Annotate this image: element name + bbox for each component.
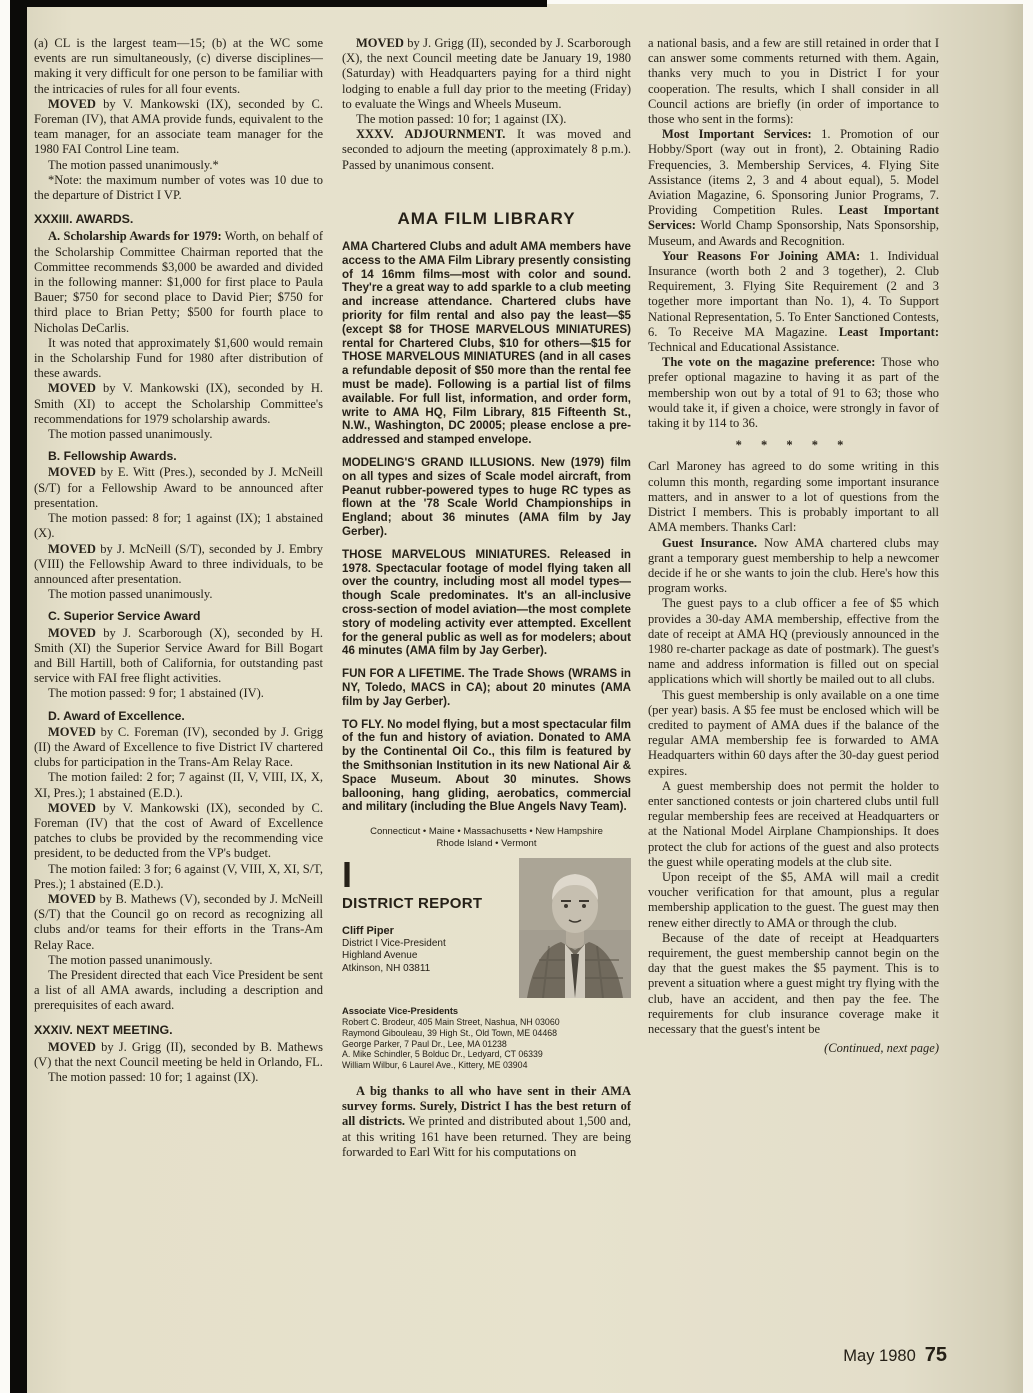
district-states-line2: Rhode Island • Vermont [436, 838, 537, 850]
paragraph: (a) CL is the largest team—15; (b) at the WC some events are run simultaneously, (c) diverse disciplines—making it very difficult for one person to be familiar with the intricacies of rules for all four events. [34, 36, 323, 96]
paragraph-text: by J. McNeill (S/T), seconded by J. Embry (VIII) the Fellowship Award to three individuals, to be announced after presentation. [34, 541, 323, 586]
motion-lead: MOVED [48, 381, 96, 396]
bold-run: Your Reasons For Joining AMA: [662, 248, 861, 263]
paragraph: Carl Maroney has agreed to do some writing in this column this month, regarding some important insurance matters, and in answer to a lot of questions from the District I members. This is probably important to all AMA members. Thanks Carl: [648, 459, 939, 535]
motion-paragraph [34, 725, 323, 771]
district-header-row [342, 854, 631, 998]
bold-run: The vote on the magazine preference: [662, 355, 876, 370]
paragraph-text: by J. Grigg (II), seconded by J. Scarborough (X), the next Council meeting date be January 19, 1980 (Saturday) with Headquarters paying for a third night lodging to enable a full day prior to the meeting (Friday) to evaluate the Wings and Wheels Museum. [342, 36, 631, 111]
magazine-vote-paragraph [648, 355, 939, 431]
thanks-paragraph [342, 1084, 631, 1160]
motion-lead: MOVED [48, 96, 96, 111]
motion-lead: MOVED [48, 541, 96, 556]
film-listing: MODELING'S GRAND ILLUSIONS. New (1979) film on all types and sizes of Scale model aircraft, from Peanut rubber-powered types to huge RC types as flown at the '78 Scale World Championships in England; about 36 minutes (AMA film by Jay Gerber). [342, 455, 631, 538]
associate-vp-entry: A. Mike Schindler, 5 Bolduc Dr., Ledyard, CT 06339 [342, 1049, 543, 1060]
bold-run: Least Important: [838, 324, 939, 339]
paragraph: The guest pays to a club officer a fee of $5 which provides a 30-day AMA membership, effective from the date of receipt at AMA HQ (previously announced in the 1980 re-charter package as date of postmark). The guest's name and address information is filled out on special applications which will shortly be mailed out to all clubs. [648, 596, 939, 687]
guest-insurance-lead: Guest Insurance. [662, 535, 757, 550]
paragraph: The motion passed unanimously. [48, 427, 213, 442]
motion-lead: MOVED [48, 891, 96, 906]
survey-results-paragraph [648, 127, 939, 249]
film-listing: FUN FOR A LIFETIME. The Trade Shows (WRAMS in NY, Toledo, MACS in CA); about 20 minutes (AMA film by Jay Gerber). [342, 667, 631, 708]
section-heading-awards: XXXIII. AWARDS. [34, 212, 134, 227]
vp-contact-block [342, 925, 507, 975]
paragraph: The motion passed unanimously. [48, 952, 213, 967]
bold-run: Least Important Services: [648, 203, 939, 233]
paragraph-text: 1. Promotion of our Hobby/Sport (way out in front), 2. Obtaining Radio Frequencies, 3. Membership Services, 4. Flying Site Assistance (items 2, 3 and 4 about equal), 5. Model Aviation Magazine, 6. Sponsoring Junior Programs, 7. Providing Competition Rules. [648, 127, 939, 218]
paragraph: The motion passed: 10 for; 1 against (IX). [356, 112, 567, 127]
column-middle [342, 36, 631, 1372]
page-footer [843, 1344, 947, 1367]
subsection-heading-fellowship: B. Fellowship Awards. [48, 449, 177, 464]
paragraph-text: by E. Witt (Pres.), seconded by J. McNeill (S/T) for a Fellowship Award to be announced after presentation. [34, 465, 323, 510]
column-left [34, 36, 323, 1372]
associate-vp-title: Associate Vice-Presidents [342, 1006, 459, 1017]
paragraph-text: We printed and distributed about 1,500 and, at this writing 161 have been returned. They are being forwarded to Earl Witt for his computations on [342, 1114, 631, 1159]
paragraph-text: by J. Grigg (II), seconded by B. Mathews (V) that the next Council meeting be held in Orlando, FL. [34, 1039, 323, 1069]
motion-paragraph [34, 465, 323, 511]
scan-edge-top [10, 0, 547, 7]
page-number: 75 [924, 1344, 947, 1366]
paragraph-text: World Champ Sponsorship, Nats Sponsorship, Museum, and Awards and Recognition. [648, 218, 939, 248]
district-report-section [342, 826, 631, 1071]
scan-edge-left [10, 0, 27, 1393]
vp-address-line2: Atkinson, NH 03811 [342, 962, 431, 974]
thanks-lead: A big thanks to all who have sent in their AMA survey forms. Surely, District I has the best return of all districts. [342, 1083, 631, 1129]
paragraph: Upon receipt of the $5, AMA will mail a credit voucher verification for that amount, plus a regular membership application to the guest. The guest may then renew either directly to AMA or through the club. [648, 869, 939, 930]
motion-lead: MOVED [356, 36, 404, 50]
motion-lead: MOVED [48, 1039, 96, 1054]
film-listing: THOSE MARVELOUS MINIATURES. Released in 1978. Spectacular footage of model flying taken all over the country, including most all model types—though Scale predominates. It's an all-inclusive cross-section of model aviation—the most complete story of modeling activity ever attempted. Excellent for the general public as well as for modelers; about 46 minutes (AMA film by Jay Gerber). [342, 547, 631, 658]
paragraph: This guest membership is only available on a one time (per year) basis. A $5 fee must be enclosed which will be credited to payment of AMA dues if the balance of the regular AMA membership fee is forwarded to AMA Headquarters within 60 days after the 30-day guest period expires. [648, 687, 939, 778]
district-report-title: DISTRICT REPORT [342, 895, 483, 913]
guest-insurance-paragraph [648, 536, 939, 597]
paragraph-text: by C. Foreman (IV), seconded by J. Grigg (II) the Award of Excellence to five District IV chartered clubs for participation in the Trans-Am Relay Race. [34, 724, 323, 770]
paragraph: The motion failed: 3 for; 6 against (V, VIII, X, XI, S/T, Pres.); 1 abstained (E.D.). [34, 861, 323, 891]
vp-portrait-photo [519, 858, 631, 998]
paragraph [34, 229, 323, 335]
paragraph-text: by J. Scarborough (X), seconded by H. Smith (XI) the Superior Service Award for Bill Bogart and Bill Hartill, both of California, for outstanding past service with FAI free flight activities. [34, 625, 323, 686]
film-library-intro: AMA Chartered Clubs and adult AMA members have access to the AMA Film Library presently consisting of 14 16mm films—most with color and sound. They're a great way to add sparkle to a club meeting and increase attendance. Chartered clubs have priority for film rental and also pay the least—$5 (except $8 for THOSE MARVELOUS MINIATURES) rental for Chartered Clubs, $10 for others—$15 for THOSE MARVELOUS MINIATURES (and in all cases a refundable deposit of $50 more than the rental fee must be made). Following is a partial list of films available. For full list, information, and order form, write to AMA HQ, Film Library, 815 Fifteenth St., N.W., Washington, DC 20005; please enclose a pre-addressed and stamped envelope. [342, 240, 631, 447]
continued-note: (Continued, next page) [824, 1041, 939, 1056]
section-heading-next-meeting: XXXIV. NEXT MEETING. [34, 1022, 173, 1037]
paragraph-text: Now AMA chartered clubs may grant a temporary guest membership to help a newcomer decide if he or she wants to join the club. Here's how this program works. [648, 535, 939, 596]
paragraph-text: It was moved and seconded to adjourn the meeting (approximately 8 p.m.). Passed by unanimous consent. [342, 127, 631, 172]
motion-paragraph [34, 892, 323, 953]
motion-lead: MOVED [48, 465, 96, 480]
film-listing: TO FLY. No model flying, but a most spectacular film of the fun and history of aviation. Donated to AMA by the Continental Oil Co., this film is featured by the Smithsonian Institution in its new National Air & Space Museum. About 30 minutes. Shows ballooning, hang gliding, aerobatics, commercial and military (including the Blue Angels Navy Team). [342, 717, 631, 814]
associate-vp-entry: George Parker, 7 Paul Dr., Lee, MA 01238 [342, 1038, 507, 1049]
vp-name: Cliff Piper [342, 925, 394, 938]
paragraph: The motion failed: 2 for; 7 against (II, V, VIII, IX, X, XI, Pres.); 1 abstained (E.D.). [34, 770, 323, 800]
survey-results-paragraph [648, 249, 939, 355]
vp-address-line1: Highland Avenue [342, 950, 418, 962]
motion-paragraph [34, 1040, 323, 1070]
paragraph: A guest membership does not permit the holder to enter sanctioned contests or join chartered clubs until full regular membership fees are received at Headquarters or at the National Model Airplane Championships. It does protect the club for actions of the guest and also protects the guest while operating models at the club site. [648, 778, 939, 869]
paragraph-text: by V. Mankowski (IX), seconded by H. Smith (XI) to accept the Scholarship Committee's recommendations for 1979 scholarship awards. [34, 381, 323, 426]
paragraph: Because of the date of receipt at Headquarters requirement, the guest membership cannot begin on the day that the guest makes the $5 payment. This is to prevent a situation where a guest might try flying with the club, have an accident, and then pay the fee. The requirements for club insurance coverage make it necessary that the guest's intent be [648, 930, 939, 1036]
paragraph: It was noted that approximately $1,600 would remain in the Scholarship Fund for 1980 after distribution of these awards. [34, 335, 323, 381]
film-library-section [342, 208, 631, 814]
adjournment-paragraph [342, 127, 631, 173]
paragraph: The motion passed: 10 for; 1 against (IX). [48, 1070, 259, 1085]
motion-paragraph [34, 801, 323, 862]
paragraph-text: by B. Mathews (V), seconded by J. McNeill (S/T) that the Council go on record as recognizing all clubs and/or teams for their efforts in the Trans-Am Relay Race. [34, 891, 323, 952]
column-right [648, 36, 939, 1372]
subsection-lead: A. Scholarship Awards for 1979: [48, 229, 222, 244]
motion-paragraph [342, 36, 631, 112]
motion-lead: MOVED [48, 625, 96, 640]
subsection-heading-award-excellence: D. Award of Excellence. [48, 708, 185, 723]
motion-paragraph [34, 626, 323, 687]
paragraph: The President directed that each Vice President be sent a list of all AMA awards, including a description and prerequisites of each award. [34, 967, 323, 1013]
district-states-line1: Connecticut • Maine • Massachusetts • New Hampshire [370, 826, 603, 838]
associate-vp-entry: Robert C. Brodeur, 405 Main Street, Nashua, NH 03060 [342, 1016, 560, 1027]
section-heading-adjournment: XXXV. ADJOURNMENT. [356, 127, 506, 142]
paragraph-text: Technical and Educational Assistance. [648, 340, 840, 355]
district-header-text [342, 854, 507, 998]
motion-lead: MOVED [48, 724, 96, 739]
paragraph: The motion passed unanimously. [48, 587, 213, 602]
motion-lead: MOVED [48, 800, 96, 815]
section-divider-stars: * * * * * [735, 438, 852, 453]
footnote: *Note: the maximum number of votes was 10 due to the departure of District I VP. [34, 172, 323, 203]
portrait-illustration [519, 858, 631, 998]
paragraph-text: by V. Mankowski (IX), seconded by C. Foreman (IV) that the cost of Award of Excellence patches to clubs be provided by the recommending vice president, to be deducted from the VP's budget. [34, 800, 323, 861]
paragraph-text: by V. Mankowski (IX), seconded by C. Foreman (IV), that AMA provide funds, equivalent to the team manager, for an associate team manager for the 1980 FAI Control Line team. [34, 96, 323, 157]
associate-vp-entry: William Wilbur, 6 Laurel Ave., Kittery, ME 03904 [342, 1060, 528, 1071]
film-library-title: AMA FILM LIBRARY [397, 208, 576, 228]
district-numeral: I [342, 854, 353, 896]
paragraph-text: Those who prefer optional magazine to having it as part of the membership won out by a total of 91 to 63; those who would take it, if given a choice, were strongly in favor of taking it by 114 to 36. [648, 355, 939, 431]
associate-vp-entry: Raymond Gibouleau, 39 High St., Old Town, ME 04468 [342, 1027, 557, 1038]
motion-paragraph [34, 97, 323, 158]
subsection-heading-superior-service: C. Superior Service Award [48, 609, 201, 624]
paragraph: The motion passed: 9 for; 1 abstained (IV). [48, 686, 264, 701]
paragraph-text: Worth, on behalf of the Scholarship Committee Chairman reported that the Committee recommends $3,000 be awarded and divided in the following manner: $1,000 for first place to Paula Bauer; $750 for second place to David Pier; $750 for third place to Brian Petty; $500 for fourth place to Nicholas DeCarlis. [34, 229, 323, 335]
bold-run: Most Important Services: [662, 127, 812, 142]
motion-paragraph [34, 542, 323, 588]
issue-date: May 1980 [843, 1347, 916, 1365]
motion-paragraph [34, 381, 323, 427]
vp-title: District I Vice-President [342, 937, 446, 949]
paragraph-text: 1. Individual Insurance (worth both 2 and 3 together), 2. Club Requirement, 3. Flying Site Requirement (2 and 3 together more important than No. 1), 4. To Support National Representation, 5. To Enter Sanctioned Contests, 6. To Receive MA Magazine. [648, 248, 939, 339]
paragraph: a national basis, and a few are still retained in order that I can answer some comments returned with them. Again, thanks very much to you in District I for your cooperation. The results, which I shall consider in all Council actions are briefly (in order of importance to those who sent in the forms): [648, 36, 939, 127]
paragraph: The motion passed unanimously.* [48, 157, 219, 172]
associate-vp-list [342, 1006, 631, 1071]
paragraph: The motion passed: 8 for; 1 against (IX); 1 abstained (X). [34, 511, 323, 541]
